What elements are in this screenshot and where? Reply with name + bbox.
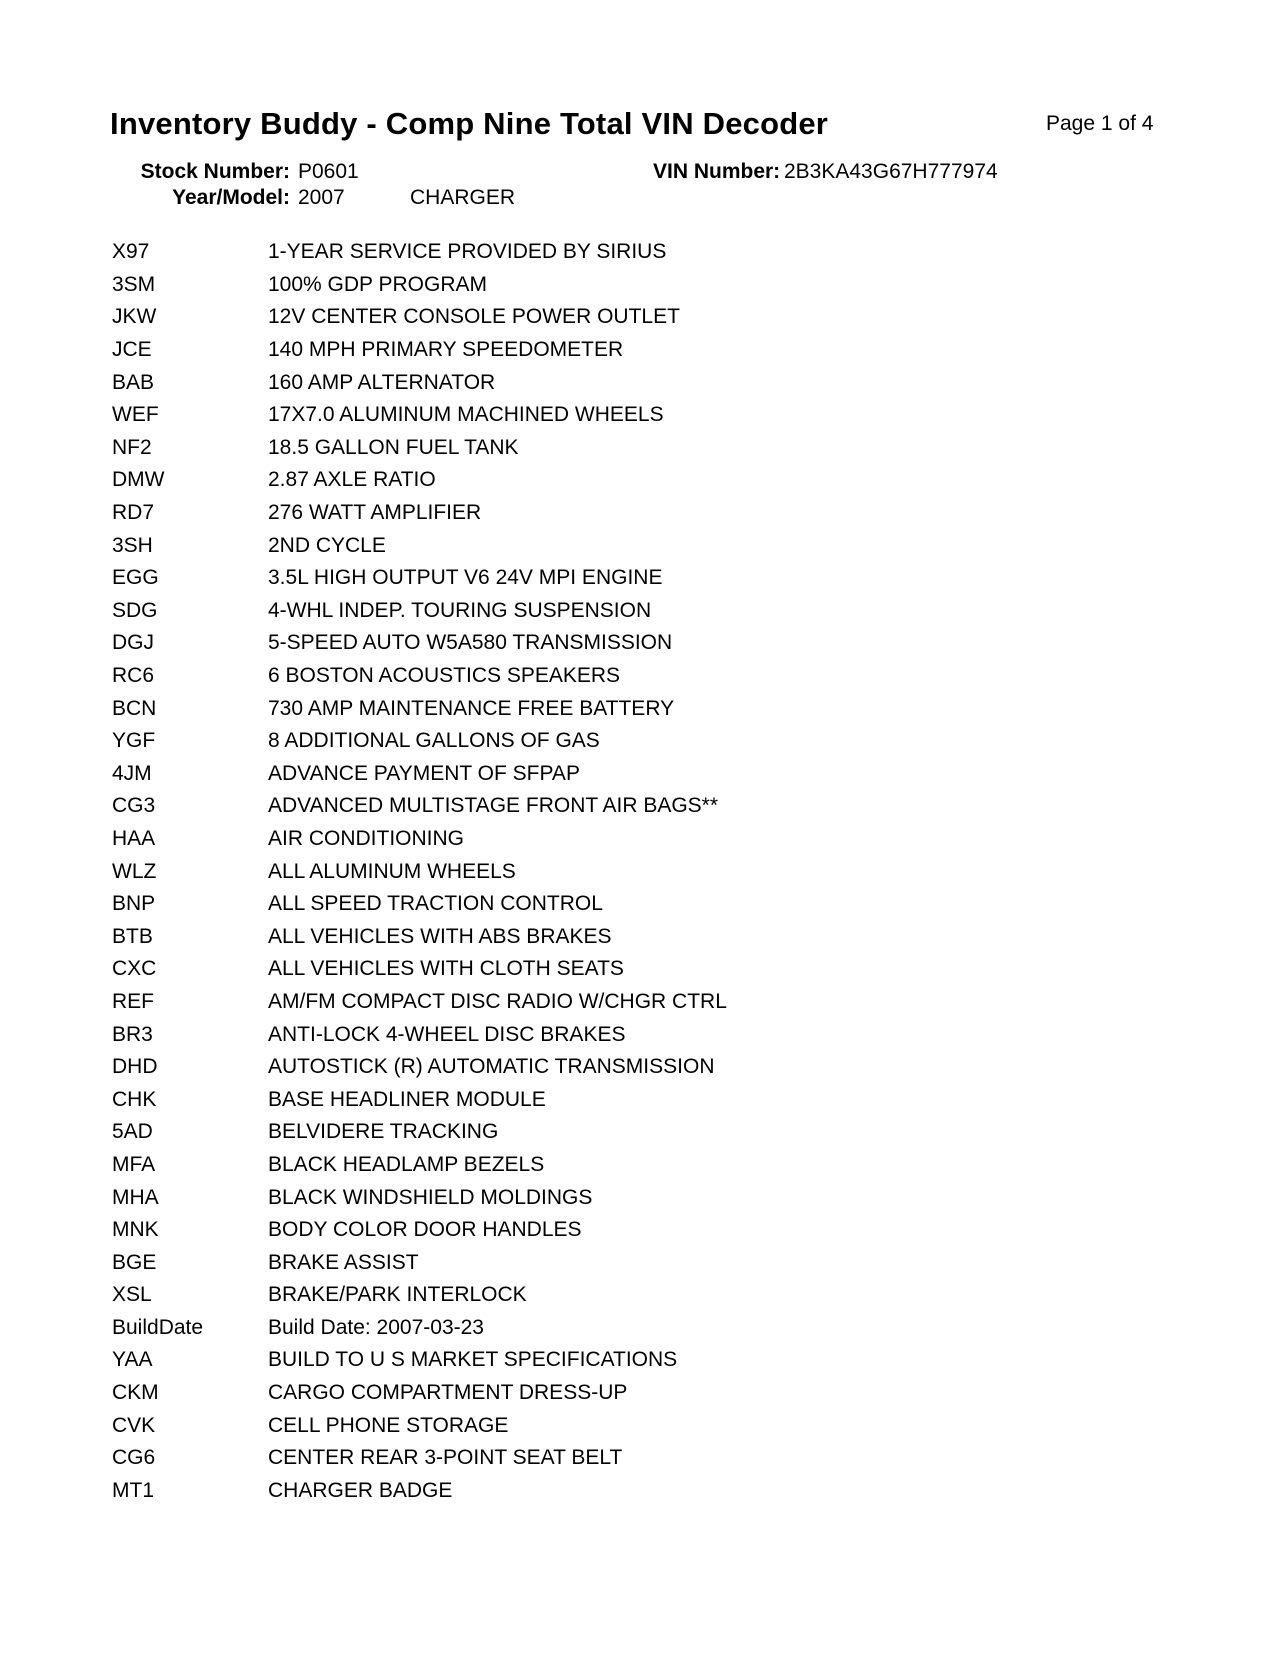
option-description: BODY COLOR DOOR HANDLES (268, 1218, 582, 1242)
year-model-label: Year/Model: (172, 186, 290, 209)
option-code: MNK (112, 1218, 159, 1242)
option-description: 4-WHL INDEP. TOURING SUSPENSION (268, 598, 652, 622)
option-row (112, 1116, 1192, 1149)
option-description: 140 MPH PRIMARY SPEEDOMETER (268, 338, 624, 362)
option-row (112, 920, 1192, 953)
option-description: 2ND CYCLE (268, 533, 386, 557)
option-code: 3SM (112, 272, 156, 296)
option-description: ADVANCE PAYMENT OF SFPAP (268, 761, 580, 785)
option-code: YAA (112, 1348, 153, 1372)
option-description: BLACK HEADLAMP BEZELS (268, 1152, 545, 1176)
option-row (112, 1051, 1192, 1084)
option-code: REF (112, 989, 154, 1013)
option-row (112, 855, 1192, 888)
option-code: BuildDate (112, 1315, 204, 1339)
option-row (112, 236, 1192, 269)
option-description: BASE HEADLINER MODULE (268, 1087, 546, 1111)
vin-number-label: VIN Number: (653, 160, 781, 183)
option-description: ADVANCED MULTISTAGE FRONT AIR BAGS** (268, 794, 719, 818)
option-description: CHARGER BADGE (268, 1478, 453, 1502)
option-code: HAA (112, 826, 156, 850)
option-code: DMW (112, 468, 165, 492)
option-description: 12V CENTER CONSOLE POWER OUTLET (268, 305, 680, 329)
option-code: CHK (112, 1087, 157, 1111)
option-code: MHA (112, 1185, 159, 1209)
option-code: CG3 (112, 794, 156, 818)
option-codes-list (112, 236, 1192, 1507)
option-code: RC6 (112, 664, 155, 688)
option-code: XSL (112, 1283, 152, 1307)
option-row (112, 986, 1192, 1019)
option-description: AUTOSTICK (R) AUTOMATIC TRANSMISSION (268, 1055, 715, 1079)
option-row (112, 1279, 1192, 1312)
option-row (112, 529, 1192, 562)
option-description: 276 WATT AMPLIFIER (268, 501, 482, 525)
option-row (112, 823, 1192, 856)
option-row (112, 1312, 1192, 1345)
option-row (112, 758, 1192, 791)
option-description: 5-SPEED AUTO W5A580 TRANSMISSION (268, 631, 673, 655)
option-code: BAB (112, 370, 155, 394)
option-description: ALL VEHICLES WITH ABS BRAKES (268, 924, 612, 948)
option-code: CXC (112, 957, 157, 981)
option-row (112, 1083, 1192, 1116)
option-code: DHD (112, 1055, 158, 1079)
option-row (112, 1475, 1192, 1508)
option-code: BNP (112, 892, 156, 916)
option-code: 5AD (112, 1120, 153, 1144)
option-description: ANTI-LOCK 4-WHEEL DISC BRAKES (268, 1022, 626, 1046)
option-row (112, 497, 1192, 530)
option-code: DGJ (112, 631, 154, 655)
option-description: AIR CONDITIONING (268, 826, 465, 850)
option-description: BRAKE/PARK INTERLOCK (268, 1283, 527, 1307)
option-description: Build Date: 2007-03-23 (268, 1315, 484, 1339)
option-row (112, 1442, 1192, 1475)
option-code: MFA (112, 1152, 156, 1176)
option-row (112, 366, 1192, 399)
option-code: SDG (112, 598, 158, 622)
option-code: WLZ (112, 859, 157, 883)
option-row (112, 660, 1192, 693)
option-description: AM/FM COMPACT DISC RADIO W/CHGR CTRL (268, 989, 727, 1013)
option-description: CENTER REAR 3-POINT SEAT BELT (268, 1446, 623, 1470)
option-code: CVK (112, 1413, 156, 1437)
option-code: RD7 (112, 501, 155, 525)
option-row (112, 464, 1192, 497)
option-description: 3.5L HIGH OUTPUT V6 24V MPI ENGINE (268, 566, 663, 590)
option-row (112, 1246, 1192, 1279)
option-row (112, 888, 1192, 921)
option-row (112, 1344, 1192, 1377)
option-description: 8 ADDITIONAL GALLONS OF GAS (268, 729, 600, 753)
option-code: CKM (112, 1381, 159, 1405)
option-description: CELL PHONE STORAGE (268, 1413, 509, 1437)
stock-number-value: P0601 (298, 160, 359, 183)
option-description: 730 AMP MAINTENANCE FREE BATTERY (268, 696, 675, 720)
option-code: EGG (112, 566, 159, 590)
page-title: Inventory Buddy - Comp Nine Total VIN Decoder (110, 106, 829, 141)
option-row (112, 334, 1192, 367)
option-description: 17X7.0 ALUMINUM MACHINED WHEELS (268, 403, 664, 427)
vin-number-value: 2B3KA43G67H777974 (784, 160, 998, 183)
option-code: BGE (112, 1250, 157, 1274)
option-row (112, 1214, 1192, 1247)
option-row (112, 953, 1192, 986)
option-row (112, 1377, 1192, 1410)
option-code: MT1 (112, 1478, 154, 1502)
option-row (112, 1018, 1192, 1051)
option-description: BELVIDERE TRACKING (268, 1120, 499, 1144)
option-code: X97 (112, 240, 150, 264)
option-code: BTB (112, 924, 153, 948)
option-description: 160 AMP ALTERNATOR (268, 370, 496, 394)
option-row (112, 562, 1192, 595)
stock-number-label: Stock Number: (140, 160, 290, 183)
option-description: BLACK WINDSHIELD MOLDINGS (268, 1185, 593, 1209)
option-row (112, 725, 1192, 758)
option-description: 100% GDP PROGRAM (268, 272, 488, 296)
year-value: 2007 (298, 186, 345, 209)
option-row (112, 399, 1192, 432)
option-code: BCN (112, 696, 157, 720)
option-description: 6 BOSTON ACOUSTICS SPEAKERS (268, 664, 621, 688)
page-number-indicator: Page 1 of 4 (1046, 112, 1154, 135)
option-row (112, 627, 1192, 660)
option-code: CG6 (112, 1446, 156, 1470)
option-row (112, 1409, 1192, 1442)
option-code: NF2 (112, 435, 152, 459)
option-code: JKW (112, 305, 157, 329)
option-row (112, 432, 1192, 465)
option-description: BUILD TO U S MARKET SPECIFICATIONS (268, 1348, 678, 1372)
option-row (112, 692, 1192, 725)
option-description: BRAKE ASSIST (268, 1250, 419, 1274)
option-code: 3SH (112, 533, 153, 557)
option-code: WEF (112, 403, 159, 427)
option-description: ALL ALUMINUM WHEELS (268, 859, 516, 883)
option-description: 2.87 AXLE RATIO (268, 468, 436, 492)
option-row (112, 1149, 1192, 1182)
option-description: 18.5 GALLON FUEL TANK (268, 435, 519, 459)
option-description: ALL VEHICLES WITH CLOTH SEATS (268, 957, 624, 981)
option-description: CARGO COMPARTMENT DRESS-UP (268, 1381, 628, 1405)
option-row (112, 301, 1192, 334)
option-code: BR3 (112, 1022, 153, 1046)
option-code: JCE (112, 338, 152, 362)
option-row (112, 269, 1192, 302)
option-code: YGF (112, 729, 156, 753)
option-code: 4JM (112, 761, 152, 785)
option-row (112, 595, 1192, 628)
option-row (112, 790, 1192, 823)
option-row (112, 1181, 1192, 1214)
model-value: CHARGER (410, 186, 516, 209)
option-description: ALL SPEED TRACTION CONTROL (268, 892, 603, 916)
option-description: 1-YEAR SERVICE PROVIDED BY SIRIUS (268, 240, 667, 264)
